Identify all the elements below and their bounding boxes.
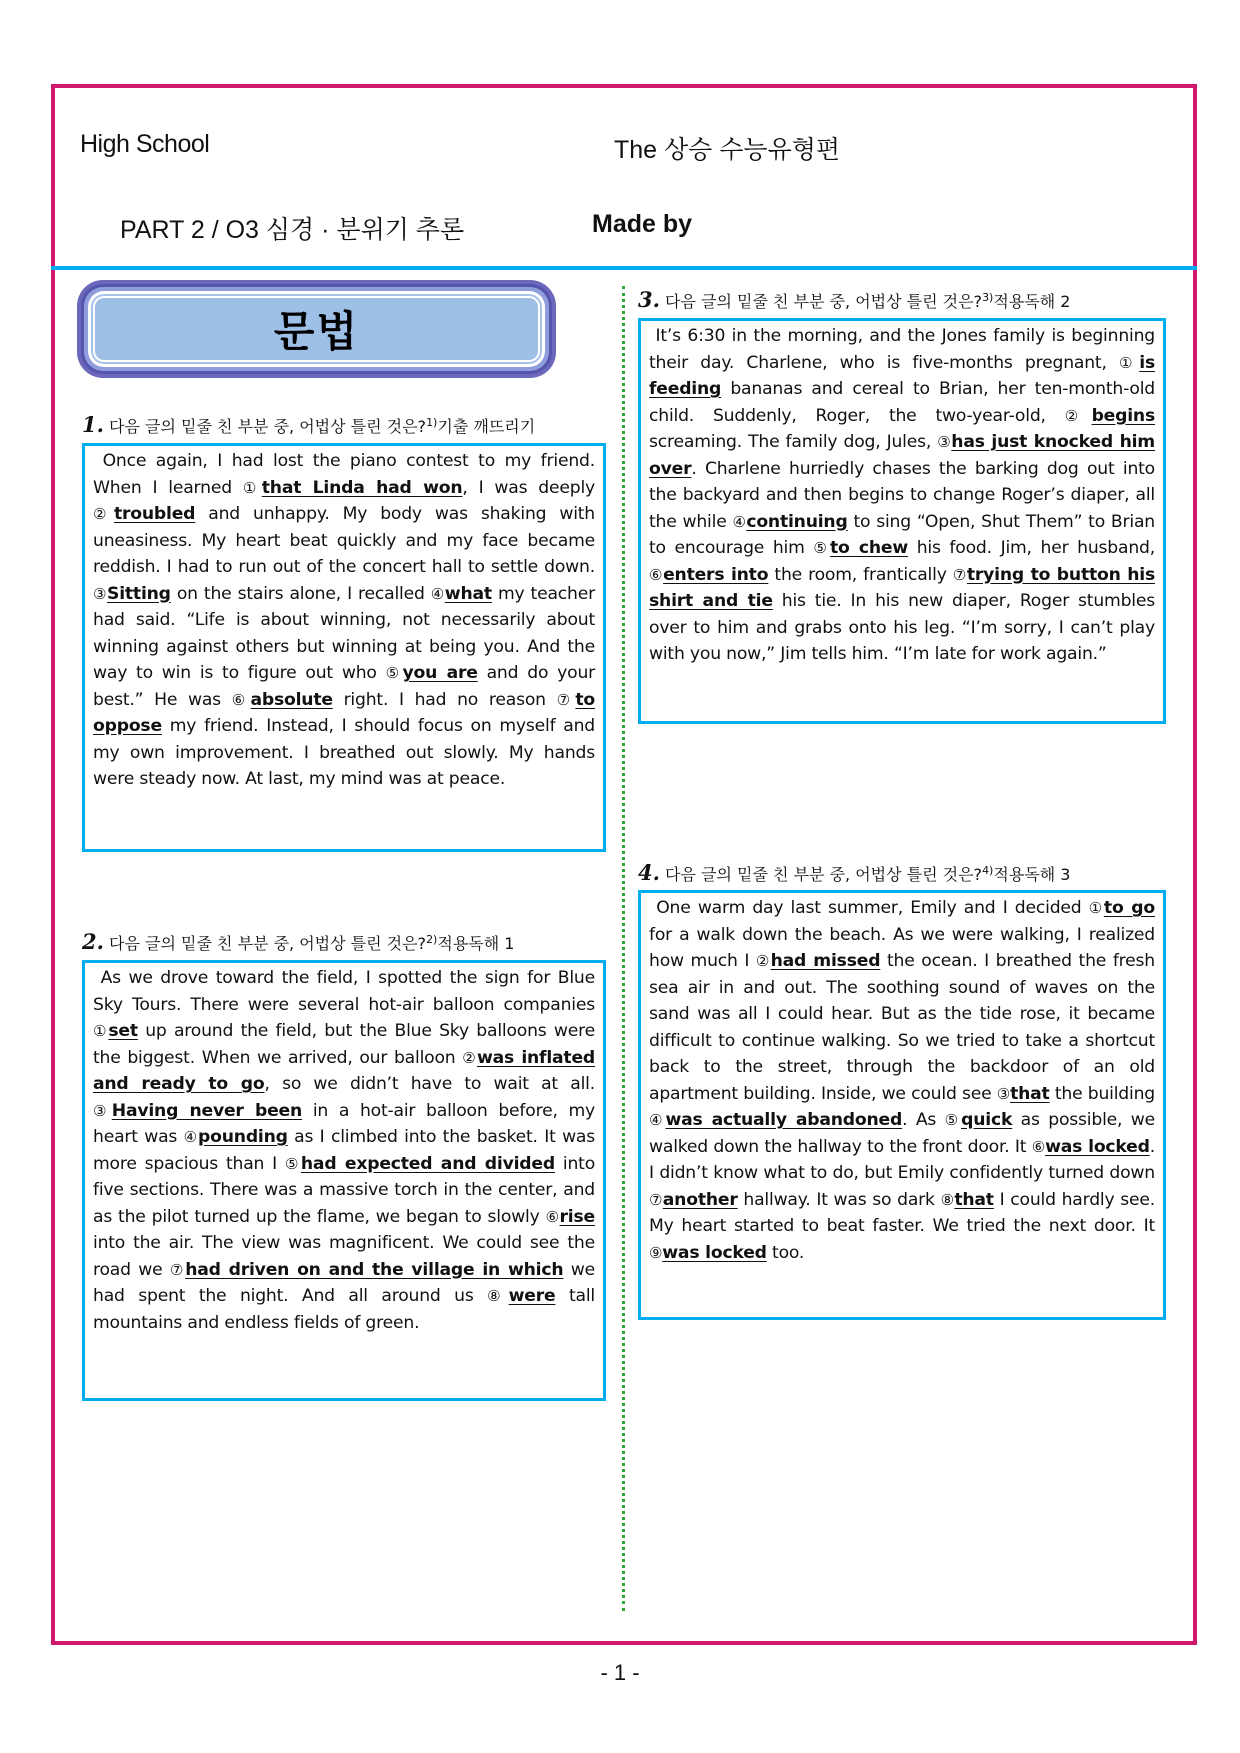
underlined-choice: had missed: [770, 951, 881, 971]
question-2-passage: As we drove toward the field, I spotted the sign for Blue Sky Tours. There were several hot-air balloon companies ①set up around the field, but the Blue Sky balloons were the biggest. When we arrived, our balloon ②was inflated and ready to go, so we didn’t have to wait at all. ③Having never been in a hot-air balloon before, my heart was ④pounding as I climbed into the basket. It was more spacious than I ⑤had expected and divided into five sections. There was a massive torch in the center, and as the pilot turned up the flame, we began to slowly ⑥rise into the air. The view was magnificent. We could see the road we ⑦had driven on and the village in which we had spent the night. And all around us ⑧were tall mountains and endless fields of green.: [82, 960, 606, 1401]
underlined-choice: enters into: [663, 564, 769, 585]
underlined-choice: was inflated and ready to go: [93, 1047, 596, 1094]
choice-marker: ⑤: [944, 1111, 962, 1129]
choice-marker: ⑥: [545, 1207, 560, 1226]
question-number: 3.: [638, 287, 660, 312]
question-source: 기출 깨뜨리기: [437, 417, 536, 436]
section-banner: [77, 280, 556, 378]
underlined-choice: what: [444, 583, 492, 604]
question-prompt: 다음 글의 밑줄 친 부분 중, 어법상 틀린 것은?: [109, 417, 427, 436]
underlined-choice: you are: [402, 663, 478, 683]
choice-marker: ⑧: [487, 1287, 509, 1305]
choice-marker: ⑥: [231, 690, 251, 709]
question-source: 적용독해 1: [437, 934, 515, 953]
choice-marker: ⑤: [813, 539, 831, 557]
underlined-choice: Sitting: [107, 583, 171, 604]
underlined-choice: trying to button his shirt and tie: [649, 564, 1155, 611]
made-by-label: Made by: [592, 210, 693, 238]
choice-marker: ⑤: [385, 664, 403, 682]
choice-marker: ⑤: [284, 1154, 301, 1173]
underlined-choice: is feeding: [649, 352, 1155, 399]
choice-marker: ②: [755, 952, 771, 970]
choice-marker: ⑥: [649, 565, 664, 584]
underlined-choice: quick: [961, 1110, 1013, 1130]
question-4-passage: One warm day last summer, Emily and I decided ①to go for a walk down the beach. As we were walking, I realized how much I ②had missed the ocean. I breathed the fresh sea air in and out. The soothing sound of waves on the sand was all I could hear. But as the tide rose, it became difficult to continue walking. So we tried to take a shortcut back to the street, through the backdoor of an old apartment building. Inside, we could see ③that the building ④was actually abandoned. As ⑤quick as possible, we walked down the hallway to the front door. It ⑥was locked. I didn’t know what to do, but Emily confidently turned down ⑦another hallway. It was so dark ⑧that I could hardly see. My heart started to beat faster. We tried the next door. It ⑨was locked too.: [638, 890, 1166, 1320]
underlined-choice: pounding: [198, 1127, 288, 1147]
underlined-choice: that: [1010, 1083, 1050, 1104]
question-3-passage: It’s 6:30 in the morning, and the Jones family is beginning their day. Charlene, who is five-months pregnant, ①is feeding bananas and cereal to Brian, her ten-month-old child. Suddenly, Roger, the two-year-old, ②begins screaming. The family dog, Jules, ③has just knocked him over. Charlene hurriedly chases the barking dog out into the backyard and then begins to change Roger’s diaper, all the while ④continuing to sing “Open, Shut Them” to Brian to encourage him ⑤to chew his food. Jim, her husband, ⑥enters into the room, frantically ⑦trying to button his shirt and tie his tie. In his new diaper, Roger stumbles over to him and grabs onto his leg. “I’m sorry, I can’t play with you now,” Jim tells him. “I’m late for work again.”: [638, 318, 1166, 724]
question-3-heading: [638, 287, 1070, 312]
question-prompt: 다음 글의 밑줄 친 부분 중, 어법상 틀린 것은?: [665, 292, 983, 311]
underlined-choice: Having never been: [111, 1100, 303, 1121]
underlined-choice: had expected and divided: [300, 1153, 555, 1174]
choice-marker: ③: [93, 584, 108, 603]
choice-marker: ⑦: [952, 565, 967, 584]
underlined-choice: rise: [559, 1206, 595, 1227]
underlined-choice: was locked: [1045, 1136, 1150, 1157]
book-title: The 상승 수능유형편: [614, 136, 841, 164]
question-number: 2.: [82, 929, 104, 954]
choice-marker: ①: [242, 478, 262, 497]
question-prompt: 다음 글의 밑줄 친 부분 중, 어법상 틀린 것은?: [665, 865, 983, 884]
column-divider: [622, 286, 625, 1611]
choice-marker: ④: [649, 1111, 666, 1129]
header-divider: [51, 266, 1197, 270]
question-2-heading: [82, 929, 514, 954]
underlined-choice: to go: [1103, 898, 1155, 918]
choice-marker: ⑥: [1031, 1137, 1046, 1156]
underlined-choice: begins: [1091, 405, 1155, 426]
question-prompt: 다음 글의 밑줄 친 부분 중, 어법상 틀린 것은?: [109, 934, 427, 953]
underlined-choice: that Linda had won: [261, 477, 463, 498]
choice-marker: ④: [183, 1128, 199, 1146]
choice-marker: ⑧: [940, 1190, 955, 1209]
choice-marker: ⑨: [649, 1243, 663, 1262]
underlined-choice: to chew: [830, 538, 909, 558]
underlined-choice: to oppose: [93, 689, 596, 736]
underlined-choice: another: [662, 1189, 738, 1210]
underlined-choice: was locked: [662, 1242, 767, 1263]
section-title: 문법: [95, 298, 538, 360]
footnote-ref: 2): [426, 933, 438, 946]
underlined-choice: was actually abandoned: [665, 1110, 903, 1130]
choice-marker: ②: [93, 505, 114, 523]
choice-marker: ⑦: [169, 1260, 186, 1279]
question-source: 적용독해 2: [993, 292, 1071, 311]
underlined-choice: had driven on and the village in which: [185, 1259, 564, 1280]
underlined-choice: troubled: [113, 504, 196, 524]
choice-marker: ②: [462, 1048, 477, 1067]
page-number: - 1 -: [600, 1660, 640, 1685]
choice-marker: ③: [937, 433, 952, 451]
choice-marker: ①: [1088, 899, 1104, 917]
question-1-passage: Once again, I had lost the piano contest to my friend. When I learned ①that Linda had won, I was deeply ②troubled and unhappy. My body was shaking with uneasiness. My heart beat quickly and my face became reddish. I had to run out of the concert hall to settle down. ③Sitting on the stairs alone, I recalled ④what my teacher had said. “Life is about winning, not necessarily about winning against others but winning at being you. And the way to win is to figure out who ⑤you are and do your best.” He was ⑥absolute right. I had no reason ⑦to oppose my friend. Instead, I should focus on myself and my own improvement. I breathed out slowly. My hands were steady now. At last, my mind was at peace.: [82, 443, 606, 852]
question-1-heading: [82, 412, 535, 437]
question-number: 4.: [638, 860, 660, 885]
part-title: PART 2 / O3 심경 · 분위기 추론: [120, 216, 465, 244]
choice-marker: ①: [1119, 353, 1140, 372]
underlined-choice: that: [954, 1189, 994, 1210]
underlined-choice: continuing: [746, 511, 848, 532]
choice-marker: ③: [996, 1084, 1011, 1103]
choice-marker: ④: [732, 512, 747, 531]
question-number: 1.: [82, 412, 104, 437]
choice-marker: ④: [430, 584, 445, 603]
question-4-heading: [638, 860, 1070, 885]
footnote-ref: 4): [982, 864, 994, 877]
underlined-choice: set: [108, 1021, 138, 1041]
question-source: 적용독해 3: [993, 865, 1071, 884]
choice-marker: ⑦: [556, 690, 576, 709]
choice-marker: ⑦: [649, 1190, 663, 1209]
underlined-choice: has just knocked him over: [649, 432, 1156, 479]
footnote-ref: 1): [426, 416, 438, 429]
underlined-choice: absolute: [250, 689, 333, 710]
underlined-choice: were: [508, 1286, 556, 1306]
level-label: High School: [80, 130, 210, 158]
footnote-ref: 3): [982, 291, 994, 304]
choice-marker: ③: [93, 1101, 112, 1120]
choice-marker: ①: [93, 1022, 109, 1040]
choice-marker: ②: [1064, 406, 1092, 425]
